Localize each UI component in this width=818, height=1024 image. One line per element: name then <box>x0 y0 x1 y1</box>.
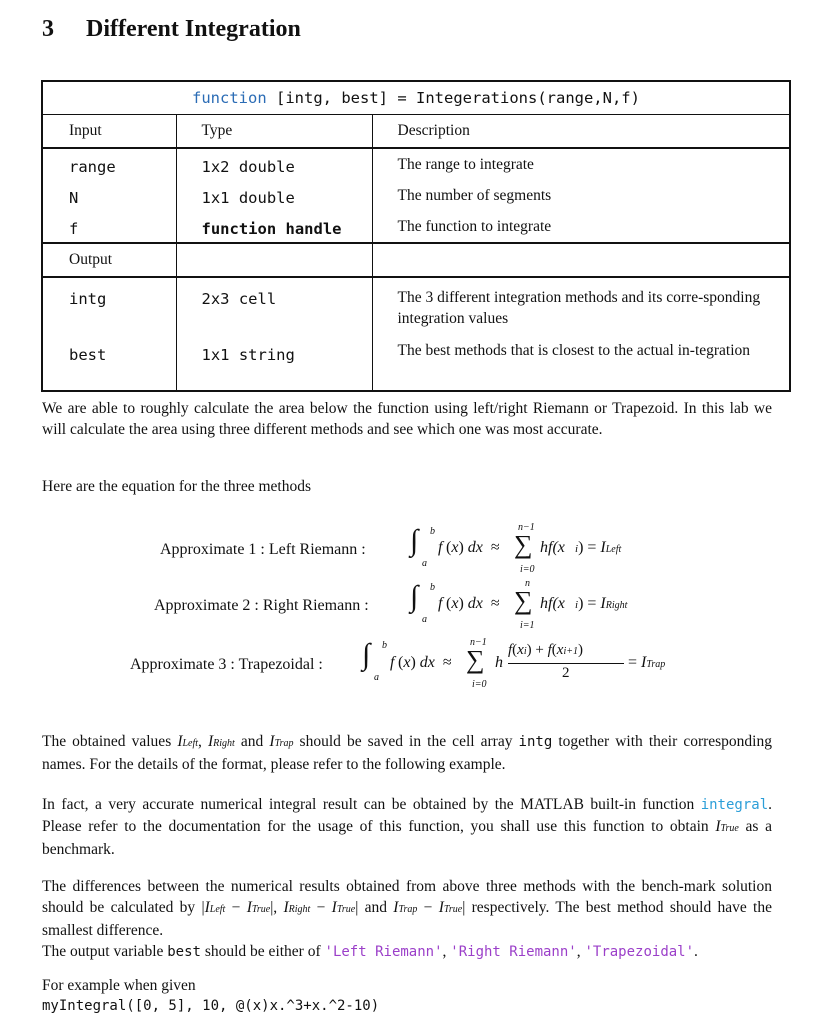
equation-3-upper: n−1 <box>470 637 487 648</box>
equation-1-label: Approximate 1 : Left Riemann : <box>160 541 366 558</box>
values-paragraph: The obtained values ILeft, IRight and ITrap should be saved in the cell array intg together with their corresponding names. For the details of the format, please refer to the following example. <box>42 733 772 773</box>
section-heading <box>42 16 301 43</box>
header-type: Type <box>176 115 372 149</box>
option-right-riemann: 'Right Riemann' <box>450 944 577 960</box>
output-header-row <box>42 243 790 277</box>
inline-code-integral: integral <box>700 797 769 813</box>
output-name: intg <box>42 277 176 334</box>
equation-2-label: Approximate 2 : Right Riemann : <box>154 597 369 614</box>
table-row <box>42 211 790 243</box>
option-left-riemann: 'Left Riemann' <box>324 944 443 960</box>
equation-3-lower: i=0 <box>472 679 487 690</box>
differences-paragraph: The differences between the numerical results obtained from above three methods with the bench-mark solution should be calculated by |ILeft − ITrue|, IRight − ITrue| and ITrap − ITrue| respectively. The best method should have the smallest difference. The output variable best should be either of 'Left Riemann', 'Right Riemann', 'Trapezoidal'. <box>42 878 772 960</box>
input-name: f <box>42 211 176 243</box>
equations-intro: Here are the equation for the three methods <box>42 478 311 495</box>
output-type: 2x3 cell <box>176 277 372 334</box>
table-row <box>42 180 790 211</box>
section-number: 3 <box>42 16 54 42</box>
intro-paragraph: We are able to roughly calculate the area below the function using left/right Riemann or Trapezoid. In this lab we will calculate the area using three different methods and see which one was most accurate. <box>42 400 772 438</box>
equation-2-lower: i=1 <box>520 620 535 631</box>
input-type: function handle <box>176 211 372 243</box>
equation-2-result-sub: Right <box>605 600 628 611</box>
benchmark-paragraph: In fact, a very accurate numerical integral result can be obtained by the MATLAB built-in function integral. Please refer to the documentation for the usage of this function, you shall use this function to obtain ITrue as a benchmark. <box>42 796 772 858</box>
table-row <box>42 334 790 391</box>
output-desc: The best methods that is closest to the actual in-tegration <box>372 334 790 391</box>
equation-2-upper: n <box>525 578 530 589</box>
output-desc: The 3 different integration methods and its corre-sponding integration values <box>372 277 790 334</box>
example-code: myIntegral([0, 5], 10, @(x)x.^3+x.^2-10) <box>42 998 380 1014</box>
input-desc: The function to integrate <box>372 211 790 243</box>
equation-3-term: h <box>495 654 503 671</box>
output-type: 1x1 string <box>176 334 372 391</box>
header-description: Description <box>372 115 790 149</box>
signature-rest: = Integerations(range,N,f) <box>397 89 640 107</box>
header-input: Input <box>42 115 176 149</box>
output-name: best <box>42 334 176 391</box>
input-name: N <box>42 180 176 211</box>
equation-2-term: hf(x <box>540 595 565 612</box>
table-row <box>42 148 790 180</box>
table-row <box>42 277 790 334</box>
equation-1-result: I <box>600 539 606 556</box>
input-name: range <box>42 148 176 180</box>
section-title: Different Integration <box>86 16 301 42</box>
signature-row <box>42 81 790 115</box>
equation-3-label: Approximate 3 : Trapezoidal : <box>130 656 323 673</box>
equation-1-upper: n−1 <box>518 522 535 533</box>
inline-code-best: best <box>167 944 201 960</box>
signature-outputs: [intg, best] <box>276 89 388 107</box>
signature-keyword: function <box>192 89 267 107</box>
option-trapezoidal: 'Trapezoidal' <box>584 944 695 960</box>
input-type: 1x1 double <box>176 180 372 211</box>
inline-code-intg: intg <box>518 734 553 750</box>
equation-1-lower: i=0 <box>520 564 535 575</box>
example-paragraph: For example when given myIntegral([0, 5], 10, @(x)x.^3+x.^2-10) <box>42 975 772 1017</box>
equation-2-result: I <box>600 595 606 612</box>
input-desc: The range to integrate <box>372 148 790 180</box>
equation-3-result-sub: Trap <box>646 659 666 670</box>
equation-3-result: I <box>641 654 647 671</box>
header-row <box>42 115 790 149</box>
function-spec-table <box>41 80 791 392</box>
input-type: 1x2 double <box>176 148 372 180</box>
equation-1-result-sub: Left <box>605 544 622 555</box>
equation-1-term: hf(x <box>540 539 565 556</box>
header-output: Output <box>42 243 176 277</box>
input-desc: The number of segments <box>372 180 790 211</box>
function-signature <box>42 81 790 115</box>
